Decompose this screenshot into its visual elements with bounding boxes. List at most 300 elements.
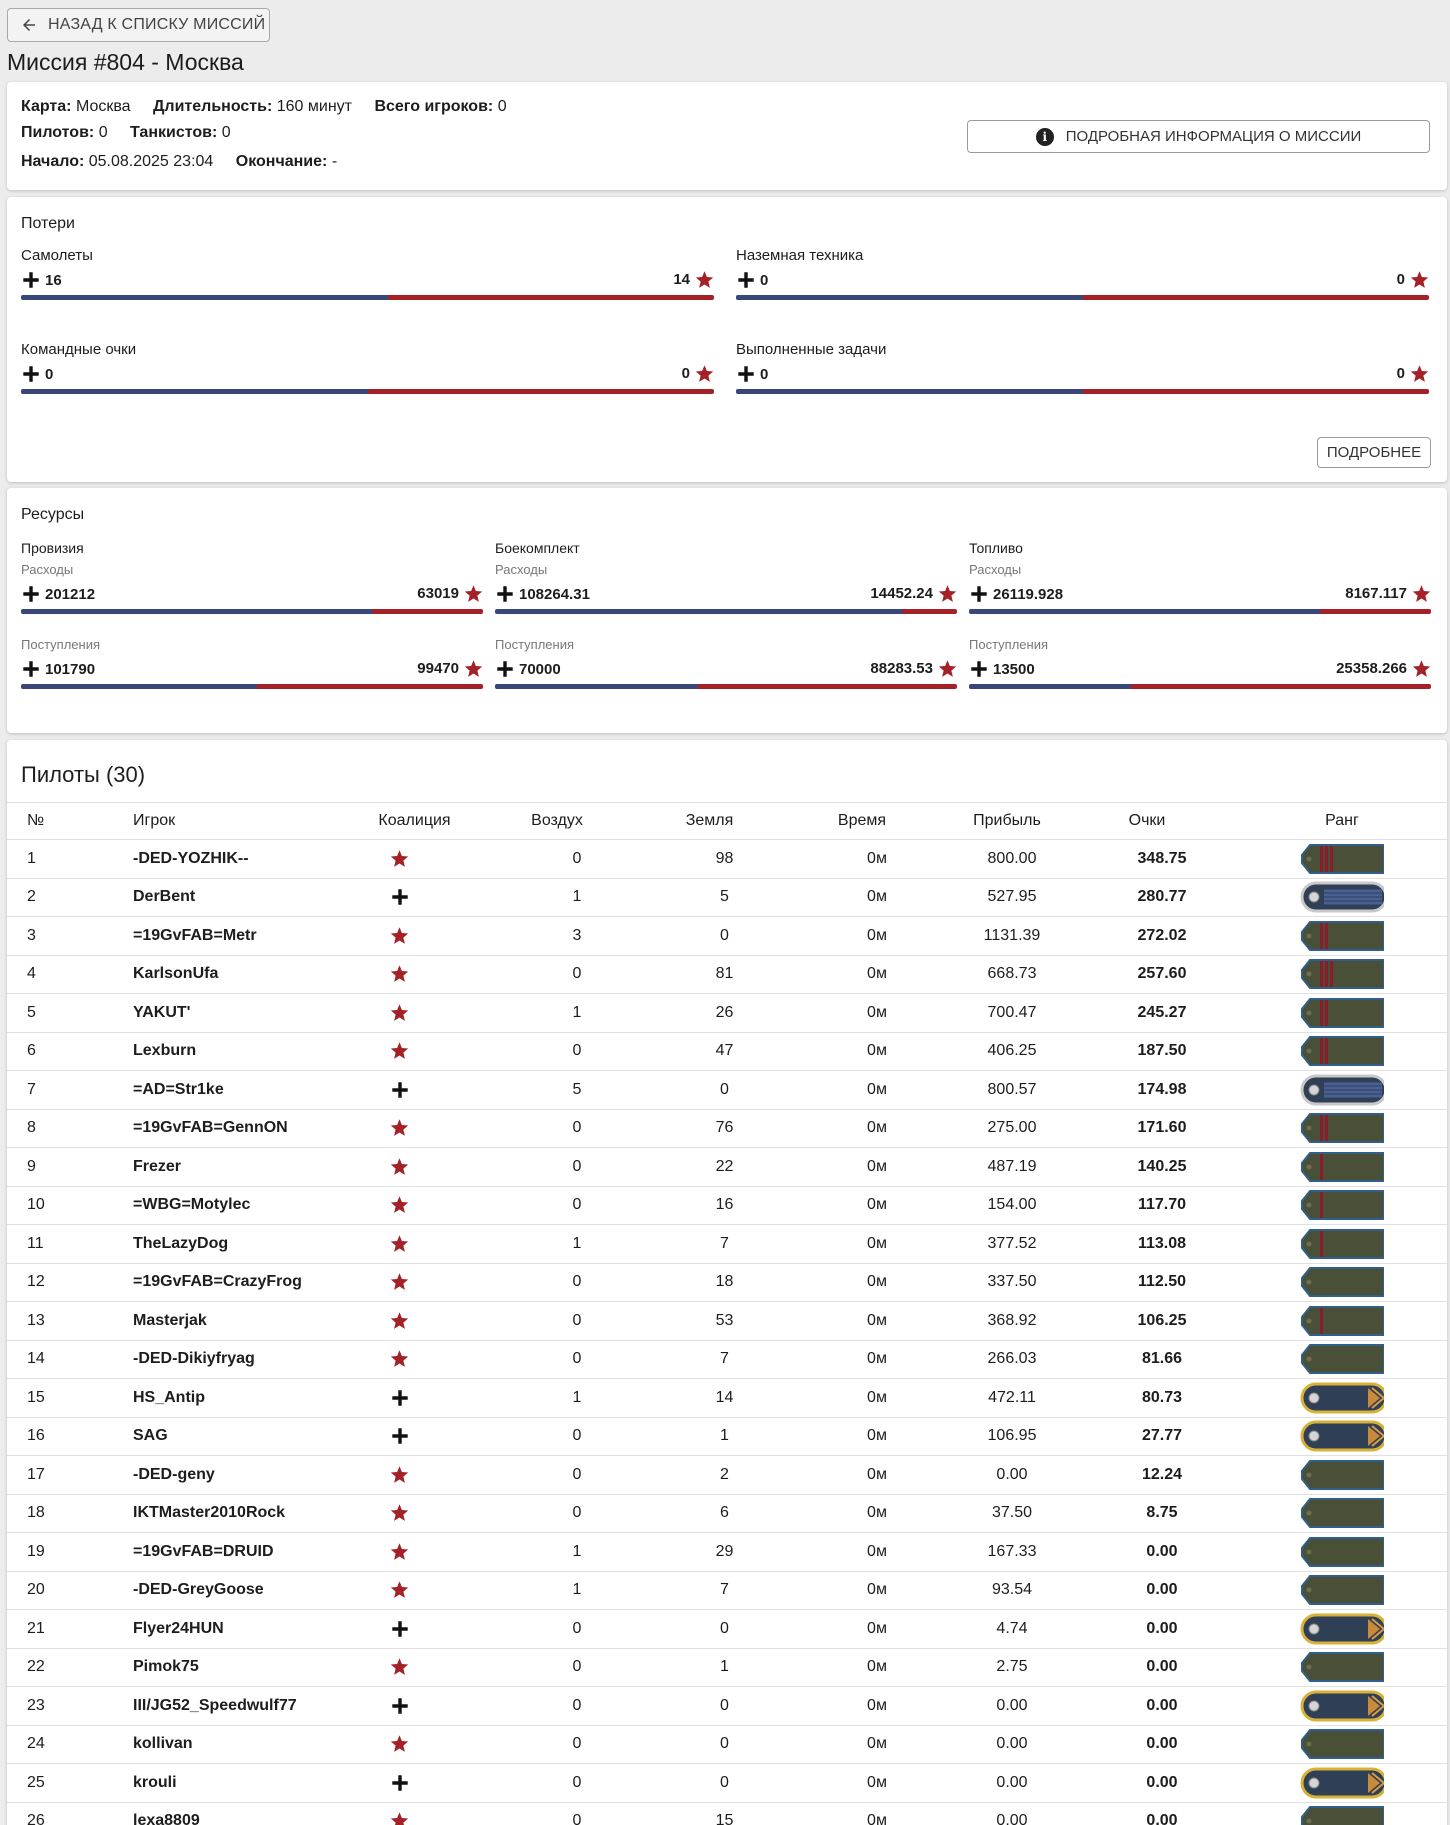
table-row[interactable]	[7, 917, 1447, 956]
player-name[interactable]: =AD=Str1ke	[117, 1071, 367, 1110]
rank-cell	[1237, 1648, 1447, 1687]
red-star-icon	[390, 926, 410, 946]
axis-bar-fill	[21, 295, 388, 300]
back-to-missions-button[interactable]	[7, 8, 270, 42]
table-row[interactable]	[7, 1109, 1447, 1148]
profit: 266.03	[957, 1340, 1057, 1379]
balkenkreuz-icon	[390, 1773, 410, 1793]
ground-kills: 1	[652, 1648, 767, 1687]
balkenkreuz-icon	[21, 364, 41, 384]
resource-2-income-axis-number: 13500	[993, 660, 1035, 678]
red-star-icon	[390, 1234, 410, 1254]
air-kills: 0	[462, 1802, 652, 1825]
ground-kills: 5	[652, 878, 767, 917]
row-number: 7	[7, 1071, 117, 1110]
points: 0.00	[1057, 1764, 1237, 1803]
rank-cell	[1237, 1340, 1447, 1379]
pilots-table	[7, 802, 1447, 1825]
balkenkreuz-icon	[495, 659, 515, 679]
table-row[interactable]	[7, 1494, 1447, 1533]
table-row[interactable]	[7, 1802, 1447, 1825]
flight-time: 0м	[767, 1109, 957, 1148]
col-time[interactable]: Время	[767, 803, 957, 840]
red-star-icon	[390, 1349, 410, 1369]
air-kills: 1	[462, 1571, 652, 1610]
axis-bar-fill	[969, 684, 1131, 689]
tankers-value: 0	[221, 124, 231, 141]
flight-time: 0м	[767, 955, 957, 994]
ground-kills: 7	[652, 1340, 767, 1379]
resource-1-income-axis-value	[495, 659, 561, 679]
table-row[interactable]	[7, 1687, 1447, 1726]
air-kills: 0	[462, 1764, 652, 1803]
resource-2-income-axis-value	[969, 659, 1035, 679]
coalition-cell	[367, 1186, 462, 1225]
row-number: 11	[7, 1225, 117, 1264]
table-row[interactable]	[7, 878, 1447, 917]
table-row[interactable]	[7, 1263, 1447, 1302]
flight-time: 0м	[767, 1802, 957, 1825]
soviet-bar-fill	[1083, 389, 1430, 394]
resource-1-income-soviet-value	[870, 659, 957, 678]
flight-time: 0м	[767, 1764, 957, 1803]
losses-title: Потери	[21, 215, 75, 232]
resource-1-income-balance-bar	[495, 684, 957, 689]
player-name[interactable]: IKTMaster2010Rock	[117, 1494, 367, 1533]
flight-time: 0м	[767, 1071, 957, 1110]
page-title: Миссия #804 - Москва	[7, 49, 244, 75]
flight-time: 0м	[767, 1648, 957, 1687]
rank-cell	[1237, 1379, 1447, 1418]
row-number: 23	[7, 1687, 117, 1726]
coalition-cell	[367, 1533, 462, 1572]
red-star-icon	[695, 364, 714, 383]
red-star-icon	[695, 270, 714, 289]
axis-bar-fill	[21, 389, 368, 394]
air-kills: 1	[462, 878, 652, 917]
air-kills: 3	[462, 917, 652, 956]
loss-1-soviet-value	[1397, 270, 1429, 289]
balkenkreuz-icon	[21, 584, 41, 604]
coalition-cell	[367, 917, 462, 956]
ground-kills: 16	[652, 1186, 767, 1225]
col-air[interactable]: Воздух	[462, 803, 652, 840]
player-name[interactable]: =19GvFAB=DRUID	[117, 1533, 367, 1572]
row-number: 4	[7, 955, 117, 994]
rank-epaulette-icon	[1300, 1235, 1384, 1252]
resource-0-income-stat	[21, 635, 483, 719]
player-name[interactable]: lexa8809	[117, 1802, 367, 1825]
red-star-icon	[1410, 270, 1429, 289]
flight-time: 0м	[767, 1725, 957, 1764]
loss-1-balance-bar	[736, 295, 1429, 300]
col-profit[interactable]: Прибыль	[957, 803, 1057, 840]
rank-epaulette-icon	[1300, 1081, 1384, 1098]
red-star-icon	[1412, 659, 1431, 678]
rank-cell	[1237, 1417, 1447, 1456]
resource-1-income-soviet-number: 88283.53	[870, 660, 933, 677]
ground-kills: 14	[652, 1379, 767, 1418]
resource-1-spend-soviet-number: 14452.24	[870, 585, 933, 602]
player-name[interactable]: TheLazyDog	[117, 1225, 367, 1264]
air-kills: 0	[462, 1148, 652, 1187]
ground-kills: 0	[652, 1725, 767, 1764]
resource-0-income-axis-number: 101790	[45, 660, 96, 678]
resource-0-income-soviet-number: 99470	[417, 660, 459, 677]
player-name[interactable]: SAG	[117, 1417, 367, 1456]
points: 0.00	[1057, 1533, 1237, 1572]
red-star-icon	[938, 584, 957, 603]
coalition-cell	[367, 1764, 462, 1803]
rank-epaulette-icon	[1300, 1543, 1384, 1560]
loss-3-soviet-value	[1397, 364, 1429, 383]
rank-cell	[1237, 1263, 1447, 1302]
table-row[interactable]	[7, 1764, 1447, 1803]
ground-kills: 2	[652, 1456, 767, 1495]
points: 0.00	[1057, 1648, 1237, 1687]
air-kills: 0	[462, 1263, 652, 1302]
pilots-label: Пилотов:	[21, 124, 95, 141]
col-player[interactable]: Игрок	[117, 803, 367, 840]
points: 12.24	[1057, 1456, 1237, 1495]
red-star-icon	[464, 584, 483, 603]
resource-2-spend-soviet-value	[1345, 584, 1431, 603]
rank-epaulette-icon	[1300, 1350, 1384, 1367]
air-kills: 0	[462, 1417, 652, 1456]
rank-epaulette-icon	[1300, 1196, 1384, 1213]
pilots-card	[7, 740, 1447, 1825]
player-name[interactable]: III/JG52_Speedwulf77	[117, 1687, 367, 1726]
points: 0.00	[1057, 1802, 1237, 1825]
table-row[interactable]	[7, 1186, 1447, 1225]
player-name[interactable]: -DED-YOZHIK--	[117, 840, 367, 879]
table-row[interactable]	[7, 1456, 1447, 1495]
flight-time: 0м	[767, 917, 957, 956]
player-name[interactable]: =19GvFAB=CrazyFrog	[117, 1263, 367, 1302]
profit: 337.50	[957, 1263, 1057, 1302]
player-name[interactable]: Flyer24HUN	[117, 1610, 367, 1649]
flight-time: 0м	[767, 1571, 957, 1610]
points: 245.27	[1057, 994, 1237, 1033]
loss-0-axis-number: 16	[45, 271, 62, 289]
resource-2-spend-stat	[969, 560, 1431, 644]
row-number: 21	[7, 1610, 117, 1649]
player-name[interactable]: -DED-Dikiyfryag	[117, 1340, 367, 1379]
table-row[interactable]	[7, 1533, 1447, 1572]
air-kills: 0	[462, 955, 652, 994]
losses-card	[7, 197, 1447, 482]
rank-epaulette-icon	[1300, 1004, 1384, 1021]
col-ground[interactable]: Земля	[652, 803, 767, 840]
pilots-table-header	[7, 803, 1447, 840]
table-row[interactable]	[7, 1648, 1447, 1687]
flight-time: 0м	[767, 840, 957, 879]
row-number: 17	[7, 1456, 117, 1495]
table-row[interactable]	[7, 994, 1447, 1033]
coalition-cell	[367, 1379, 462, 1418]
loss-0-soviet-number: 14	[673, 271, 690, 288]
loss-0-name: Самолеты	[21, 247, 93, 264]
rank-cell	[1237, 1533, 1447, 1572]
table-row[interactable]	[7, 1725, 1447, 1764]
profit: 527.95	[957, 878, 1057, 917]
resource-1-income-stat	[495, 635, 957, 719]
ground-kills: 26	[652, 994, 767, 1033]
loss-0-soviet-value	[673, 270, 714, 289]
coalition-cell	[367, 1610, 462, 1649]
table-row[interactable]	[7, 1417, 1447, 1456]
mission-info-card	[7, 82, 1447, 190]
start-label: Начало:	[21, 153, 85, 170]
rank-epaulette-icon	[1300, 1658, 1384, 1675]
coalition-cell	[367, 1456, 462, 1495]
red-star-icon	[390, 1503, 410, 1523]
table-row[interactable]	[7, 1148, 1447, 1187]
table-row[interactable]	[7, 955, 1447, 994]
player-name[interactable]: YAKUT'	[117, 994, 367, 1033]
axis-bar-fill	[21, 684, 257, 689]
rank-epaulette-icon	[1300, 1427, 1384, 1444]
ground-kills: 7	[652, 1225, 767, 1264]
resource-2-income-soviet-value	[1336, 659, 1431, 678]
flight-time: 0м	[767, 1302, 957, 1341]
resource-1-spend-balance-bar	[495, 609, 957, 614]
points: 272.02	[1057, 917, 1237, 956]
balkenkreuz-icon	[390, 1426, 410, 1446]
rank-epaulette-icon	[1300, 1466, 1384, 1483]
player-name[interactable]: =19GvFAB=GennON	[117, 1109, 367, 1148]
table-row[interactable]	[7, 1302, 1447, 1341]
resource-2-income-balance-bar	[969, 684, 1431, 689]
ground-kills: 7	[652, 1571, 767, 1610]
soviet-bar-fill	[1083, 295, 1430, 300]
air-kills: 0	[462, 1032, 652, 1071]
profit: 700.47	[957, 994, 1057, 1033]
players-label: Всего игроков:	[374, 98, 494, 115]
red-star-icon	[390, 1157, 410, 1177]
red-star-icon	[390, 1657, 410, 1677]
coalition-cell	[367, 1109, 462, 1148]
player-name[interactable]: KarlsonUfa	[117, 955, 367, 994]
rank-cell	[1237, 1725, 1447, 1764]
row-number: 10	[7, 1186, 117, 1225]
red-star-icon	[390, 1195, 410, 1215]
ground-kills: 0	[652, 1610, 767, 1649]
resource-0-spend-stat	[21, 560, 483, 644]
rank-epaulette-icon	[1300, 1158, 1384, 1175]
loss-2-name: Командные очки	[21, 341, 137, 358]
axis-bar-fill	[736, 389, 1083, 394]
soviet-bar-fill	[902, 609, 957, 614]
rank-cell	[1237, 1186, 1447, 1225]
flight-time: 0м	[767, 1494, 957, 1533]
rank-epaulette-icon	[1300, 1735, 1384, 1752]
tankers-label: Танкистов:	[130, 124, 218, 141]
loss-3-soviet-number: 0	[1396, 365, 1405, 382]
loss-0-stat	[21, 247, 714, 307]
table-row[interactable]	[7, 1340, 1447, 1379]
axis-bar-fill	[495, 609, 902, 614]
points: 8.75	[1057, 1494, 1237, 1533]
points: 348.75	[1057, 840, 1237, 879]
profit: 106.95	[957, 1417, 1057, 1456]
red-star-icon	[390, 1041, 410, 1061]
balkenkreuz-icon	[495, 584, 515, 604]
table-row[interactable]	[7, 1032, 1447, 1071]
row-number: 13	[7, 1302, 117, 1341]
red-star-icon	[390, 1542, 410, 1562]
rank-epaulette-icon	[1300, 888, 1384, 905]
more-button[interactable]: ПОДРОБНЕЕ	[1317, 437, 1431, 468]
soviet-bar-fill	[1320, 609, 1431, 614]
resource-2-income-soviet-number: 25358.266	[1336, 660, 1407, 677]
row-number: 19	[7, 1533, 117, 1572]
flight-time: 0м	[767, 878, 957, 917]
rank-cell	[1237, 1610, 1447, 1649]
coalition-cell	[367, 1725, 462, 1764]
player-name[interactable]: kollivan	[117, 1725, 367, 1764]
player-name[interactable]: =WBG=Motylec	[117, 1186, 367, 1225]
loss-1-soviet-number: 0	[1396, 271, 1405, 288]
player-name[interactable]: Frezer	[117, 1148, 367, 1187]
resource-2-spend-axis-value	[969, 584, 1063, 604]
soviet-bar-fill	[1131, 684, 1431, 689]
map-label: Карта:	[21, 98, 72, 115]
red-star-icon	[390, 1734, 410, 1754]
profit: 1131.39	[957, 917, 1057, 956]
red-star-icon	[390, 1580, 410, 1600]
rank-epaulette-icon	[1300, 1312, 1384, 1329]
player-name[interactable]: krouli	[117, 1764, 367, 1803]
table-row[interactable]	[7, 1225, 1447, 1264]
coalition-cell	[367, 1417, 462, 1456]
rank-epaulette-icon	[1300, 1273, 1384, 1290]
end-label: Окончание:	[235, 153, 328, 170]
loss-0-axis-value	[21, 270, 62, 290]
player-name[interactable]: DerBent	[117, 878, 367, 917]
coalition-cell	[367, 1263, 462, 1302]
resource-1-spend-stat	[495, 560, 957, 644]
info-row-2	[21, 124, 249, 142]
coalition-cell	[367, 1571, 462, 1610]
resource-0-income-sublabel: Поступления	[21, 637, 101, 652]
col-rank[interactable]: Ранг	[1237, 803, 1447, 840]
rank-cell	[1237, 878, 1447, 917]
resource-2-spend-balance-bar	[969, 609, 1431, 614]
air-kills: 0	[462, 1186, 652, 1225]
air-kills: 1	[462, 1225, 652, 1264]
loss-3-stat	[736, 341, 1429, 401]
info-row-3	[21, 153, 355, 171]
profit: 4.74	[957, 1610, 1057, 1649]
flight-time: 0м	[767, 1148, 957, 1187]
points: 280.77	[1057, 878, 1237, 917]
pilots-value: 0	[98, 124, 108, 141]
row-number: 18	[7, 1494, 117, 1533]
resource-0-spend-soviet-value	[417, 584, 483, 603]
rank-epaulette-icon	[1300, 1581, 1384, 1598]
flight-time: 0м	[767, 1417, 957, 1456]
points: 27.77	[1057, 1417, 1237, 1456]
player-name[interactable]: Lexburn	[117, 1032, 367, 1071]
player-name[interactable]: =19GvFAB=Metr	[117, 917, 367, 956]
red-star-icon	[1412, 584, 1431, 603]
air-kills: 0	[462, 1494, 652, 1533]
col-points[interactable]: Очки	[1057, 803, 1237, 840]
player-name[interactable]: Masterjak	[117, 1302, 367, 1341]
player-name[interactable]: -DED-geny	[117, 1456, 367, 1495]
player-name[interactable]: HS_Antip	[117, 1379, 367, 1418]
table-row[interactable]	[7, 1379, 1447, 1418]
row-number: 5	[7, 994, 117, 1033]
mission-details-button[interactable]	[967, 120, 1430, 153]
info-icon: i	[1036, 128, 1054, 146]
balkenkreuz-icon	[736, 270, 756, 290]
player-name[interactable]: Pimok75	[117, 1648, 367, 1687]
balkenkreuz-icon	[969, 584, 989, 604]
loss-3-balance-bar	[736, 389, 1429, 394]
ground-kills: 81	[652, 955, 767, 994]
flight-time: 0м	[767, 1340, 957, 1379]
resource-1-spend-axis-number: 108264.31	[519, 585, 590, 603]
profit: 800.57	[957, 1071, 1057, 1110]
row-number: 12	[7, 1263, 117, 1302]
arrow-left-icon	[20, 16, 38, 34]
air-kills: 0	[462, 1340, 652, 1379]
coalition-cell	[367, 1032, 462, 1071]
resource-2-spend-sublabel: Расходы	[969, 562, 1022, 577]
info-row-1	[21, 98, 525, 116]
resource-1-title: Боекомплект	[495, 540, 580, 556]
player-name[interactable]: -DED-GreyGoose	[117, 1571, 367, 1610]
ground-kills: 0	[652, 917, 767, 956]
resource-0-spend-axis-number: 201212	[45, 585, 96, 603]
flight-time: 0м	[767, 1225, 957, 1264]
air-kills: 0	[462, 1302, 652, 1341]
resource-1-spend-axis-value	[495, 584, 590, 604]
soviet-bar-fill	[368, 389, 715, 394]
back-button-label: НАЗАД К СПИСКУ МИССИЙ	[48, 16, 266, 33]
rank-epaulette-icon	[1300, 1812, 1384, 1825]
table-row[interactable]	[7, 1610, 1447, 1649]
loss-2-soviet-number: 0	[681, 365, 690, 382]
table-row[interactable]	[7, 840, 1447, 879]
duration-value: 160 минут	[276, 98, 352, 115]
flight-time: 0м	[767, 1456, 957, 1495]
pilots-title: Пилоты (30)	[21, 762, 146, 787]
red-star-icon	[390, 964, 410, 984]
soviet-bar-fill	[257, 684, 483, 689]
air-kills: 0	[462, 1648, 652, 1687]
row-number: 15	[7, 1379, 117, 1418]
rank-cell	[1237, 1494, 1447, 1533]
rank-epaulette-icon	[1300, 850, 1384, 867]
air-kills: 1	[462, 994, 652, 1033]
row-number: 26	[7, 1802, 117, 1825]
axis-bar-fill	[21, 609, 372, 614]
table-row[interactable]	[7, 1571, 1447, 1610]
rank-epaulette-icon	[1300, 1119, 1384, 1136]
table-row[interactable]	[7, 1071, 1447, 1110]
col-number[interactable]: №	[7, 803, 117, 840]
ground-kills: 53	[652, 1302, 767, 1341]
coalition-cell	[367, 1687, 462, 1726]
resource-0-spend-balance-bar	[21, 609, 483, 614]
loss-2-balance-bar	[21, 389, 714, 394]
row-number: 8	[7, 1109, 117, 1148]
col-coalition[interactable]: Коалиция	[367, 803, 462, 840]
players-value: 0	[497, 98, 507, 115]
